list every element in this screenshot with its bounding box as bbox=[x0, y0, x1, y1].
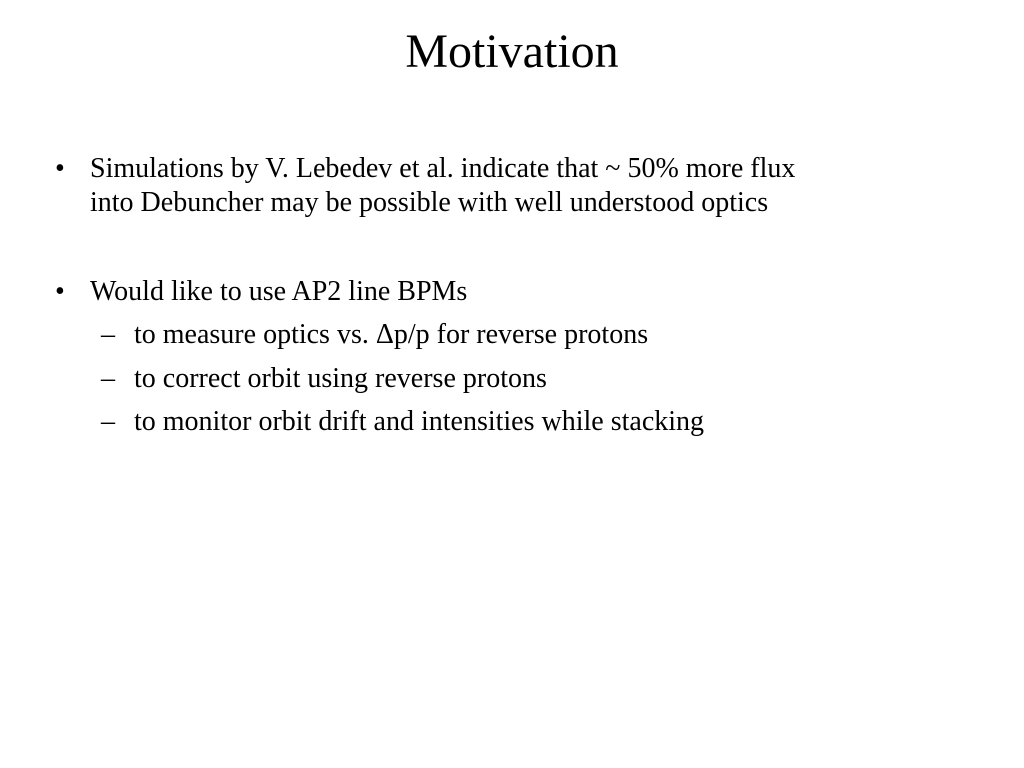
subitem-correct-orbit: to correct orbit using reverse protons bbox=[134, 363, 547, 394]
subitem-marker: – bbox=[101, 363, 115, 394]
bullet-marker: • bbox=[55, 276, 65, 307]
subitem-marker: – bbox=[101, 319, 115, 350]
slide-title: Motivation bbox=[405, 25, 619, 78]
bullet-1-line-2: into Debuncher may be possible with well understood optics bbox=[90, 187, 769, 218]
subitem-monitor-orbit: to monitor orbit drift and intensities while stacking bbox=[134, 406, 705, 437]
subitem-measure-optics: to measure optics vs. Δp/p for reverse protons bbox=[134, 319, 649, 350]
subitem-marker: – bbox=[101, 406, 115, 437]
bullet-2-line-1: Would like to use AP2 line BPMs bbox=[90, 276, 468, 307]
bullet-marker: • bbox=[55, 153, 65, 184]
bullet-1-line-1: Simulations by V. Lebedev et al. indicate that ~ 50% more flux bbox=[90, 153, 796, 184]
